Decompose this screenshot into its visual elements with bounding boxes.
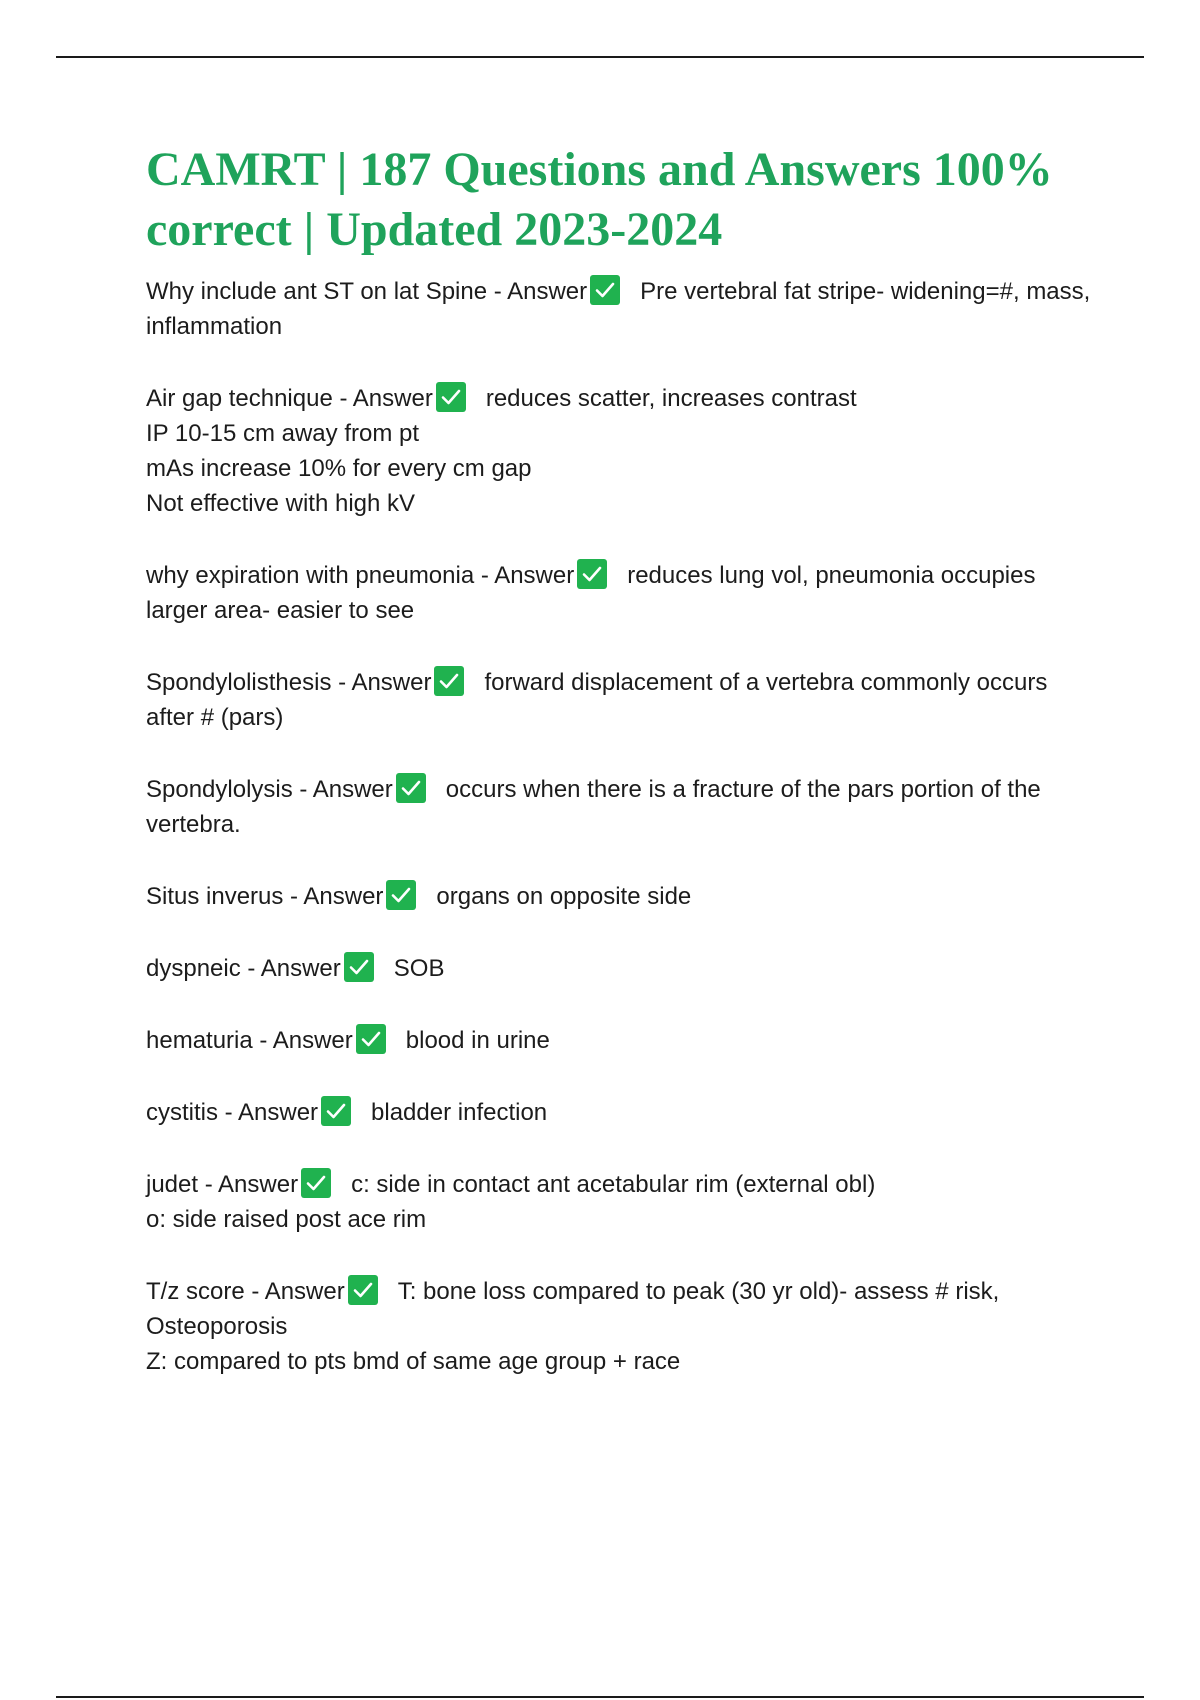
check-mark-icon bbox=[348, 1275, 378, 1305]
answer-text: organs on opposite side bbox=[436, 883, 692, 910]
question-text: Spondylolisthesis - Answer bbox=[146, 669, 432, 696]
qa-item bbox=[146, 772, 1096, 842]
question-text: judet - Answer bbox=[146, 1171, 299, 1198]
question-text: Spondylolysis - Answer bbox=[146, 776, 393, 803]
qa-first-line bbox=[146, 665, 1096, 735]
qa-item bbox=[146, 1095, 1096, 1130]
qa-first-line bbox=[146, 1167, 1096, 1202]
answer-extra-line: mAs increase 10% for every cm gap bbox=[146, 455, 532, 482]
question-text: dyspneic - Answer bbox=[146, 955, 341, 982]
answer-text: blood in urine bbox=[405, 1027, 550, 1054]
qa-item bbox=[146, 1274, 1096, 1379]
qa-first-line bbox=[146, 381, 1096, 416]
header-rule bbox=[56, 56, 1144, 58]
question-text: Situs inverus - Answer bbox=[146, 883, 384, 910]
question-text: hematuria - Answer bbox=[146, 1027, 353, 1054]
qa-first-line bbox=[146, 879, 1096, 914]
qa-first-line bbox=[146, 1095, 1096, 1130]
footer-rule bbox=[56, 1696, 1144, 1698]
question-text: why expiration with pneumonia - Answer bbox=[146, 562, 575, 589]
answer-text: reduces lung vol, pneumonia occupies larger area- easier to see bbox=[146, 562, 1036, 624]
answer-extra-line: Z: compared to pts bmd of same age group + race bbox=[146, 1348, 681, 1375]
qa-first-line bbox=[146, 951, 1096, 986]
qa-first-line bbox=[146, 274, 1096, 344]
check-mark-icon bbox=[386, 880, 416, 910]
qa-item bbox=[146, 951, 1096, 986]
qa-first-line bbox=[146, 1023, 1096, 1058]
answer-text: bladder infection bbox=[371, 1099, 548, 1126]
answer-extra-line: IP 10-15 cm away from pt bbox=[146, 420, 419, 447]
answer-text: T: bone loss compared to peak (30 yr old)- assess # risk, Osteoporosis bbox=[146, 1278, 1000, 1340]
check-mark-icon bbox=[356, 1024, 386, 1054]
qa-item bbox=[146, 558, 1096, 628]
answer-text: SOB bbox=[393, 955, 445, 982]
check-mark-icon bbox=[436, 382, 466, 412]
answer-text: forward displacement of a vertebra commonly occurs after # (pars) bbox=[146, 669, 1048, 731]
question-text: Air gap technique - Answer bbox=[146, 385, 433, 412]
qa-item bbox=[146, 879, 1096, 914]
qa-item bbox=[146, 381, 1096, 521]
answer-extra-line: Not effective with high kV bbox=[146, 490, 416, 517]
answer-text: Pre vertebral fat stripe- widening=#, mass, inflammation bbox=[146, 278, 1091, 340]
question-text: T/z score - Answer bbox=[146, 1278, 345, 1305]
qa-item bbox=[146, 1023, 1096, 1058]
check-mark-icon bbox=[321, 1096, 351, 1126]
check-mark-icon bbox=[434, 666, 464, 696]
qa-first-line bbox=[146, 772, 1096, 842]
qa-item bbox=[146, 1167, 1096, 1237]
document-body bbox=[146, 140, 1096, 1416]
qa-list bbox=[146, 274, 1096, 1379]
check-mark-icon bbox=[344, 952, 374, 982]
document-title: CAMRT | 187 Questions and Answers 100% correct | Updated 2023-2024 bbox=[146, 143, 1053, 256]
answer-extra-line: o: side raised post ace rim bbox=[146, 1206, 427, 1233]
qa-item bbox=[146, 665, 1096, 735]
qa-item bbox=[146, 274, 1096, 344]
check-mark-icon bbox=[301, 1168, 331, 1198]
check-mark-icon bbox=[577, 559, 607, 589]
check-mark-icon bbox=[590, 275, 620, 305]
answer-text: c: side in contact ant acetabular rim (external obl) bbox=[351, 1171, 876, 1198]
qa-first-line bbox=[146, 1274, 1096, 1344]
check-mark-icon bbox=[396, 773, 426, 803]
question-text: cystitis - Answer bbox=[146, 1099, 319, 1126]
qa-first-line bbox=[146, 558, 1096, 628]
answer-text: reduces scatter, increases contrast bbox=[485, 385, 857, 412]
question-text: Why include ant ST on lat Spine - Answer bbox=[146, 278, 588, 305]
answer-text: occurs when there is a fracture of the pars portion of the vertebra. bbox=[146, 776, 1041, 838]
